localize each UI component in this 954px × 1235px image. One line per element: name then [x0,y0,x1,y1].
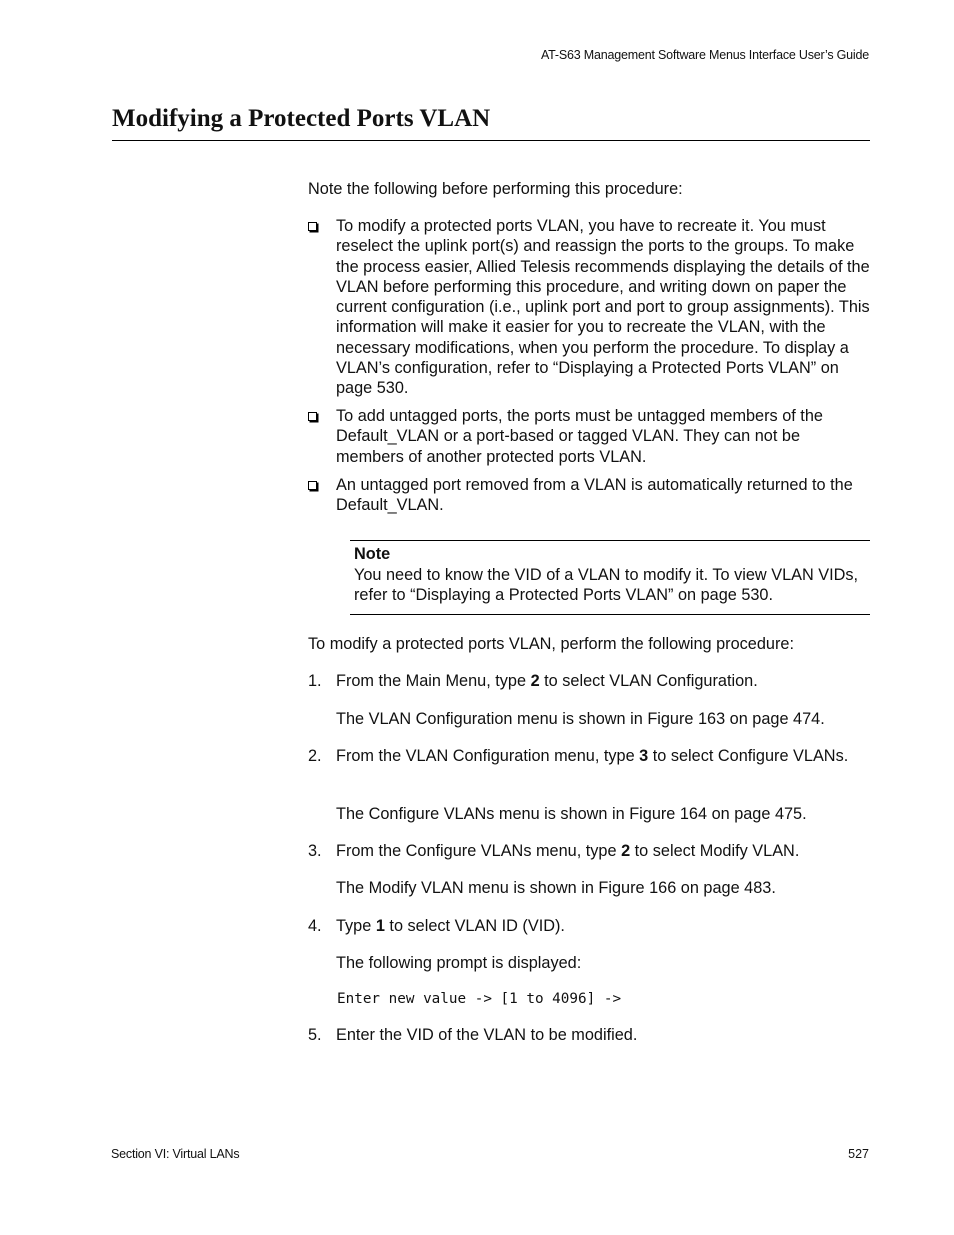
step-number: 2. [308,747,322,765]
intro-paragraph: Note the following before performing this procedure: [308,180,683,198]
step-text: From the Configure VLANs menu, type 2 to select Modify VLAN. [336,842,800,860]
step-text: Type 1 to select VLAN ID (VID). [336,917,565,935]
step-key: 3 [639,747,649,765]
checkbox-bullet-icon [308,222,317,231]
bullet-text: An untagged port removed from a VLAN is automatically returned to the Default_VLAN. [336,476,853,515]
bullet-text: To modify a protected ports VLAN, you have to recreate it. You must reselect the uplink port(s) and reassign the ports to the groups. To make the process easier, Allied Telesis recommends displaying the details of the VLAN before performing this procedure, and writing down on paper the current configuration (i.e., uplink port and port to group assignments). This information will make it easier for you to recreate the VLAN, with the necessary modifications, when you perform the procedure. To display a VLAN’s configuration, refer to “Displaying a Protected Ports VLAN” on page 530. [336,217,870,398]
step-result: The following prompt is displayed: [336,954,582,972]
step-number: 4. [308,917,322,935]
step-result: The Modify VLAN menu is shown in Figure 166 on page 483. [336,879,776,897]
step-result: The Configure VLANs menu is shown in Figure 164 on page 475. [336,805,807,823]
step-text: From the Main Menu, type 2 to select VLAN Configuration. [336,672,758,690]
bullet-text: To add untagged ports, the ports must be untagged members of the Default_VLAN or a port-based or tagged VLAN. They can not be members of another protected ports VLAN. [336,407,823,466]
checkbox-bullet-icon [308,412,317,421]
footer-section: Section VI: Virtual LANs [111,1147,240,1161]
step-key: 1 [375,917,385,935]
step-number: 3. [308,842,322,860]
command-prompt: Enter new value -> [1 to 4096] -> [337,991,622,1007]
page-number: 527 [848,1147,869,1161]
step-key: 2 [621,842,631,860]
step-key: 2 [530,672,540,690]
checkbox-bullet-icon [308,481,317,490]
page-title: Modifying a Protected Ports VLAN [112,105,491,132]
procedure-intro: To modify a protected ports VLAN, perform the following procedure: [308,635,794,653]
running-header: AT-S63 Management Software Menus Interface User’s Guide [540,48,869,62]
step-number: 5. [308,1026,322,1044]
step-result: The VLAN Configuration menu is shown in Figure 163 on page 474. [336,710,825,728]
step-text: From the VLAN Configuration menu, type 3 to select Configure VLANs. [336,747,849,765]
step-text: Enter the VID of the VLAN to be modified. [336,1026,638,1044]
note-label: Note [354,545,391,563]
title-rule [112,140,870,141]
step-number: 1. [308,672,322,690]
note-text: You need to know the VID of a VLAN to modify it. To view VLAN VIDs, refer to “Displaying a Protected Ports VLAN” on page 530. [354,566,859,605]
note-box [350,540,870,615]
